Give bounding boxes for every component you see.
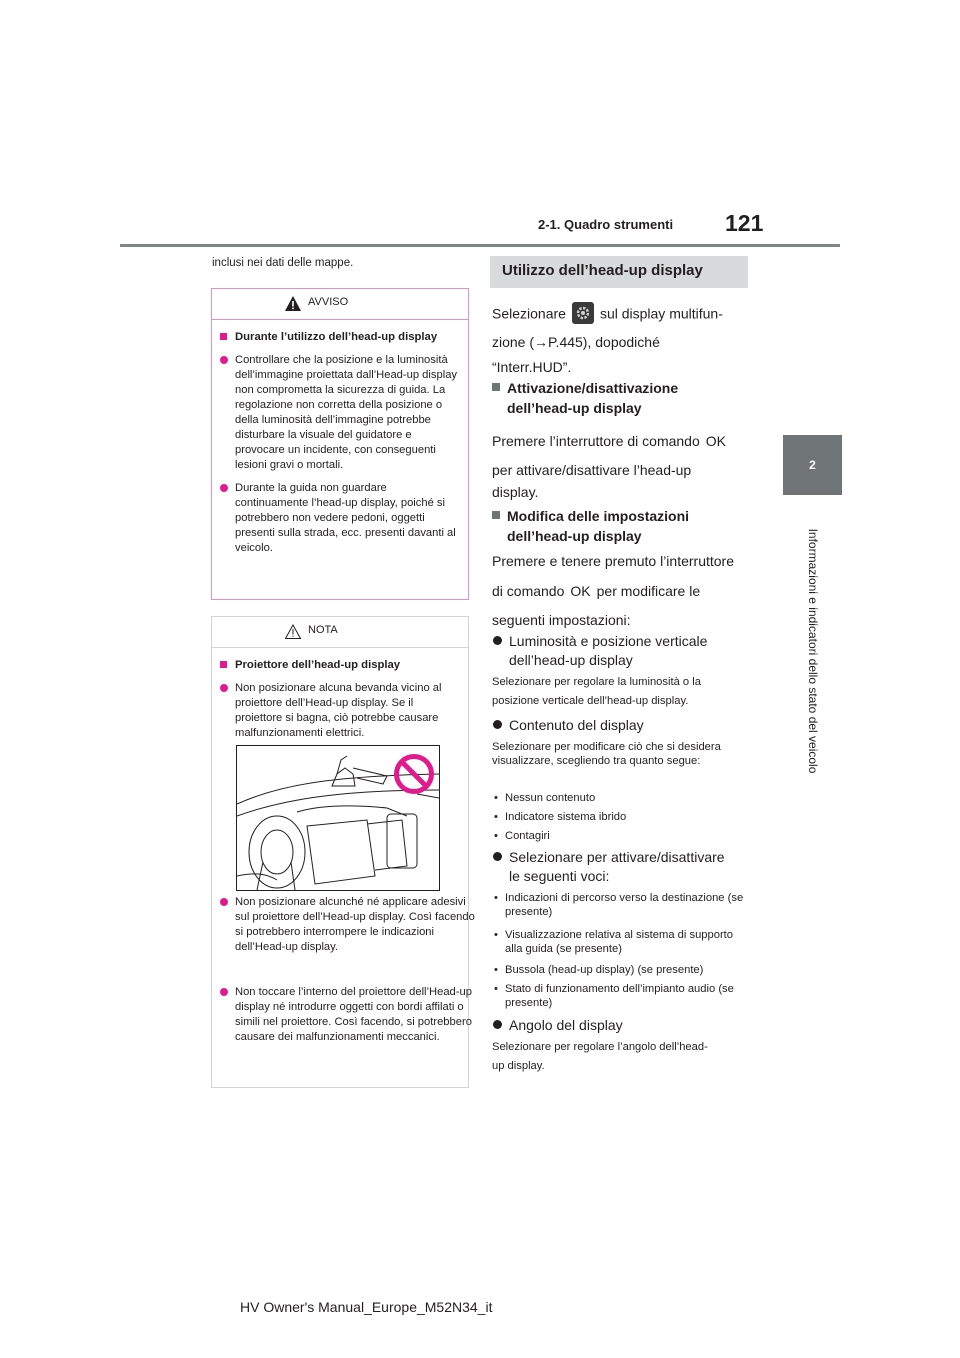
option-item: • Contagiri <box>492 829 550 843</box>
setting-item-title: dell’head-up display <box>509 652 633 668</box>
note-heading: Proiettore dell’head-up display <box>220 658 460 673</box>
page-header <box>0 0 960 250</box>
no-symbol-icon <box>393 753 435 795</box>
chapter-side-label <box>803 504 823 804</box>
instruction-line: “Interr.HUD”. <box>492 359 572 375</box>
warning-heading: Durante l’utilizzo dell’head-up display <box>220 330 460 345</box>
setting-item-description: up display. <box>492 1060 545 1072</box>
option-item: • Stato di funzionamento dell’impianto audio (se presente) <box>492 982 745 1010</box>
setting-item-description: Selezionare per regolare la luminosità o la <box>492 676 701 688</box>
section-heading-text: Utilizzo dell’head-up display <box>502 262 703 279</box>
setting-item-title: le seguenti voci: <box>509 868 610 884</box>
warning-box <box>211 288 469 600</box>
caution-triangle-icon <box>285 624 301 639</box>
note-bullet: Non posizionare alcuna bevanda vicino al proiettore dell’Head-up display. Se il proiettore si bagna, ciò potrebbe causare malfunzionamenti elettrici. <box>220 681 458 741</box>
warning-box-title: AVVISO <box>308 296 349 308</box>
instruction-line <box>492 582 700 600</box>
settings-gear-icon <box>572 302 594 324</box>
setting-item-title: Angolo del display <box>492 1016 623 1034</box>
section-title: 2-1. Quadro strumenti <box>538 217 674 232</box>
option-item: • Bussola (head-up display) (se presente) <box>492 963 745 977</box>
instruction-text: sul display multifun- <box>599 305 723 322</box>
ok-switch-label: OK <box>705 433 726 449</box>
subheading: Modifica delle impostazioni dell’head-up display <box>492 506 737 546</box>
chapter-tab: 2 <box>783 435 842 495</box>
warning-box-header <box>212 289 468 320</box>
ok-switch-label: OK <box>570 583 591 599</box>
instruction-line <box>492 304 723 326</box>
header-rule <box>120 244 840 247</box>
instruction-text: Selezionare <box>492 305 566 322</box>
setting-item-title: Selezionare per attivare/disattivare <box>492 848 725 866</box>
option-item: • Visualizzazione relativa al sistema di supporto alla guida (se presente) <box>492 928 745 956</box>
footer-text: HV Owner's Manual_Europe_M52N34_it <box>240 1299 493 1315</box>
instruction-line: seguenti impostazioni: <box>492 612 631 628</box>
instruction-line: per attivare/disattivare l’head-up <box>492 462 692 478</box>
option-item: • Nessun contenuto <box>492 791 595 805</box>
setting-item-description: Selezionare per modificare ciò che si desidera visualizzare, scegliendo tra quanto segue: <box>492 741 721 767</box>
option-item: • Indicazioni di percorso verso la destinazione (se presente) <box>492 891 745 919</box>
note-bullet: Non posizionare alcunché né applicare adesivi sul proiettore dell’Head-up display. Così facendo si potrebbero interrompere le indicazioni dell’Head-up display. <box>220 895 475 955</box>
page-number: 121 <box>725 210 764 236</box>
instruction-line <box>492 432 732 450</box>
option-item: • Indicatore sistema ibrido <box>492 810 626 824</box>
section-heading <box>490 256 748 288</box>
instruction-line: zione (→P.445), dopodiché <box>492 334 660 350</box>
warning-triangle-icon <box>285 296 301 311</box>
instruction-text: Premere l’interruttore di comando <box>492 433 700 449</box>
instruction-text: di comando <box>492 583 565 599</box>
instruction-text: per modificare le <box>596 583 701 599</box>
warning-bullet: Controllare che la posizione e la luminosità dell’immagine proiettata dall’Head-up display non comprometta la sicurezza di guida. La regolazione non corretta della posizione o della luminosità dell’immagine potrebbe disturbare la visuale del guidatore e provocare un incidente, con conseguenti lesioni gravi o mortali. <box>220 353 458 473</box>
chapter-side-label-text: Informazioni e indicatori dello stato del veicolo <box>806 528 820 774</box>
note-box-title: NOTA <box>308 624 338 636</box>
note-bullet: Non toccare l’interno del proiettore dell’Head-up display né introdurre oggetti con bordi affilati o simili nel proiettore. Così facendo, si potrebbero causare dei malfunzionamenti meccanici. <box>220 985 475 1045</box>
note-box <box>211 616 475 1088</box>
instruction-line: Premere e tenere premuto l’interruttore <box>492 553 734 569</box>
setting-item-title: Contenuto del display <box>492 716 644 734</box>
intro-text: inclusi nei dati delle mappe. <box>212 257 354 269</box>
warning-bullet: Durante la guida non guardare continuamente l’head-up display, poiché si potrebbero non vedere pedoni, oggetti presenti sulla strada, ecc. presenti davanti al veicolo. <box>220 481 458 556</box>
note-box-header <box>212 617 468 648</box>
setting-item-description: posizione verticale dell’head-up display. <box>492 695 689 707</box>
instruction-line: display. <box>492 484 539 500</box>
setting-item-description: Selezionare per regolare l’angolo dell’head- <box>492 1041 708 1053</box>
subheading: Attivazione/disattivazione dell’head-up display <box>492 378 737 418</box>
setting-item-title: Luminosità e posizione verticale <box>492 632 707 650</box>
